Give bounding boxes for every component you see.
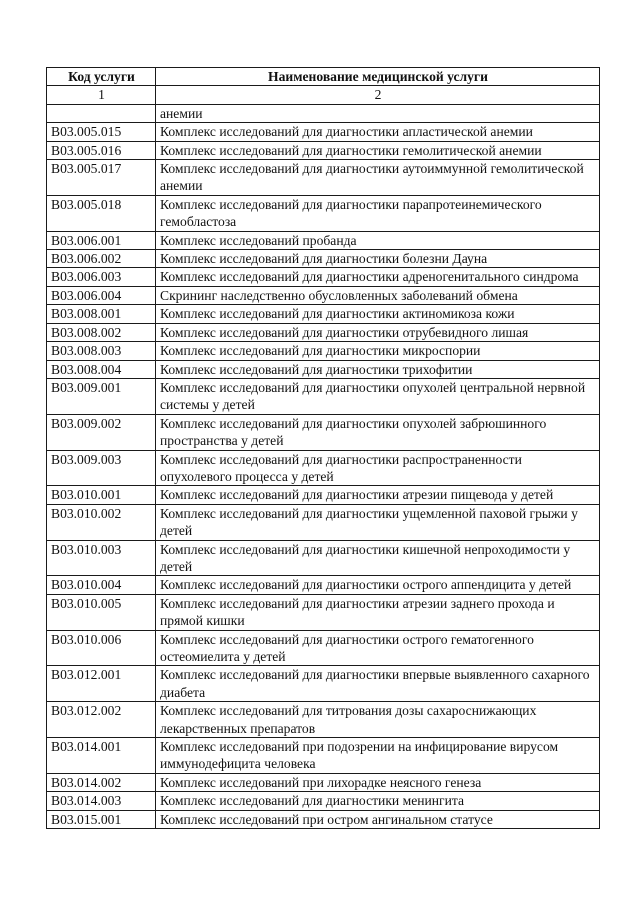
table-row bbox=[47, 414, 600, 450]
table-row bbox=[47, 323, 600, 341]
service-name: Комплекс исследований пробанда bbox=[156, 231, 600, 249]
column-number-code: 1 bbox=[47, 86, 156, 104]
service-code bbox=[47, 104, 156, 122]
service-code: B03.012.002 bbox=[47, 702, 156, 738]
service-name: Комплекс исследований для диагностики острого гематогенного остеомиелита у детей bbox=[156, 630, 600, 666]
service-code: B03.014.002 bbox=[47, 773, 156, 791]
services-table bbox=[46, 67, 600, 829]
table-row bbox=[47, 450, 600, 486]
service-code: B03.006.001 bbox=[47, 231, 156, 249]
service-name: Комплекс исследований при подозрении на инфицирование вирусом иммунодефицита человека bbox=[156, 738, 600, 774]
table-row bbox=[47, 342, 600, 360]
service-code: B03.008.003 bbox=[47, 342, 156, 360]
service-code: B03.010.001 bbox=[47, 486, 156, 504]
service-name: анемии bbox=[156, 104, 600, 122]
table-row bbox=[47, 195, 600, 231]
service-name: Комплекс исследований для диагностики кишечной непроходимости у детей bbox=[156, 540, 600, 576]
table-row bbox=[47, 738, 600, 774]
service-code: B03.012.001 bbox=[47, 666, 156, 702]
table-row bbox=[47, 504, 600, 540]
table-row bbox=[47, 305, 600, 323]
service-name: Комплекс исследований для диагностики распространенности опухолевого процесса у детей bbox=[156, 450, 600, 486]
table-row bbox=[47, 792, 600, 810]
service-name: Комплекс исследований для диагностики отрубевидного лишая bbox=[156, 323, 600, 341]
service-name: Комплекс исследований для диагностики микроспории bbox=[156, 342, 600, 360]
service-name: Комплекс исследований для диагностики актиномикоза кожи bbox=[156, 305, 600, 323]
service-code: B03.008.001 bbox=[47, 305, 156, 323]
table-row bbox=[47, 160, 600, 196]
table-row bbox=[47, 594, 600, 630]
table-row bbox=[47, 666, 600, 702]
service-code: B03.010.005 bbox=[47, 594, 156, 630]
service-name: Комплекс исследований для диагностики парапротеинемического гемобластоза bbox=[156, 195, 600, 231]
table-row bbox=[47, 378, 600, 414]
service-name: Комплекс исследований для диагностики опухолей центральной нервной системы у детей bbox=[156, 378, 600, 414]
service-code: B03.009.003 bbox=[47, 450, 156, 486]
service-code: B03.014.003 bbox=[47, 792, 156, 810]
service-code: B03.005.015 bbox=[47, 123, 156, 141]
service-code: B03.005.016 bbox=[47, 141, 156, 159]
service-name: Комплекс исследований для диагностики ущемленной паховой грыжи у детей bbox=[156, 504, 600, 540]
service-code: B03.006.004 bbox=[47, 286, 156, 304]
service-name: Комплекс исследований при лихорадке неясного генеза bbox=[156, 773, 600, 791]
service-name: Комплекс исследований для диагностики трихофитии bbox=[156, 360, 600, 378]
service-name: Комплекс исследований для диагностики менингита bbox=[156, 792, 600, 810]
service-code: B03.006.002 bbox=[47, 250, 156, 268]
table-row bbox=[47, 231, 600, 249]
service-code: B03.014.001 bbox=[47, 738, 156, 774]
service-name: Комплекс исследований для диагностики опухолей забрюшинного пространства у детей bbox=[156, 414, 600, 450]
table-row bbox=[47, 250, 600, 268]
service-code: B03.006.003 bbox=[47, 268, 156, 286]
service-name: Комплекс исследований для титрования дозы сахароснижающих лекарственных препаратов bbox=[156, 702, 600, 738]
service-name: Комплекс исследований для диагностики аутоиммунной гемолитической анемии bbox=[156, 160, 600, 196]
column-number-row bbox=[47, 86, 600, 104]
service-code: B03.009.001 bbox=[47, 378, 156, 414]
column-number-name: 2 bbox=[156, 86, 600, 104]
table-row bbox=[47, 104, 600, 122]
table-row bbox=[47, 630, 600, 666]
table-row bbox=[47, 702, 600, 738]
service-name: Комплекс исследований для диагностики апластической анемии bbox=[156, 123, 600, 141]
table-row bbox=[47, 540, 600, 576]
service-name: Комплекс исследований при остром ангинальном статусе bbox=[156, 810, 600, 828]
service-code: B03.010.006 bbox=[47, 630, 156, 666]
service-name: Комплекс исследований для диагностики адреногенитального синдрома bbox=[156, 268, 600, 286]
service-code: B03.008.004 bbox=[47, 360, 156, 378]
table-row bbox=[47, 486, 600, 504]
service-code: B03.008.002 bbox=[47, 323, 156, 341]
service-code: B03.010.002 bbox=[47, 504, 156, 540]
service-code: B03.005.018 bbox=[47, 195, 156, 231]
header-name: Наименование медицинской услуги bbox=[156, 68, 600, 86]
table-row bbox=[47, 360, 600, 378]
table-row bbox=[47, 286, 600, 304]
service-name: Комплекс исследований для диагностики атрезии пищевода у детей bbox=[156, 486, 600, 504]
service-name: Скрининг наследственно обусловленных заболеваний обмена bbox=[156, 286, 600, 304]
service-name: Комплекс исследований для диагностики острого аппендицита у детей bbox=[156, 576, 600, 594]
service-code: B03.010.003 bbox=[47, 540, 156, 576]
service-name: Комплекс исследований для диагностики атрезии заднего прохода и прямой кишки bbox=[156, 594, 600, 630]
table-row bbox=[47, 773, 600, 791]
service-code: B03.015.001 bbox=[47, 810, 156, 828]
service-name: Комплекс исследований для диагностики болезни Дауна bbox=[156, 250, 600, 268]
service-name: Комплекс исследований для диагностики гемолитической анемии bbox=[156, 141, 600, 159]
header-code: Код услуги bbox=[47, 68, 156, 86]
header-row bbox=[47, 68, 600, 86]
table-row bbox=[47, 123, 600, 141]
table-row bbox=[47, 141, 600, 159]
table-row bbox=[47, 810, 600, 828]
service-code: B03.005.017 bbox=[47, 160, 156, 196]
service-code: B03.009.002 bbox=[47, 414, 156, 450]
table-row bbox=[47, 268, 600, 286]
table-row bbox=[47, 576, 600, 594]
service-code: B03.010.004 bbox=[47, 576, 156, 594]
service-name: Комплекс исследований для диагностики впервые выявленного сахарного диабета bbox=[156, 666, 600, 702]
